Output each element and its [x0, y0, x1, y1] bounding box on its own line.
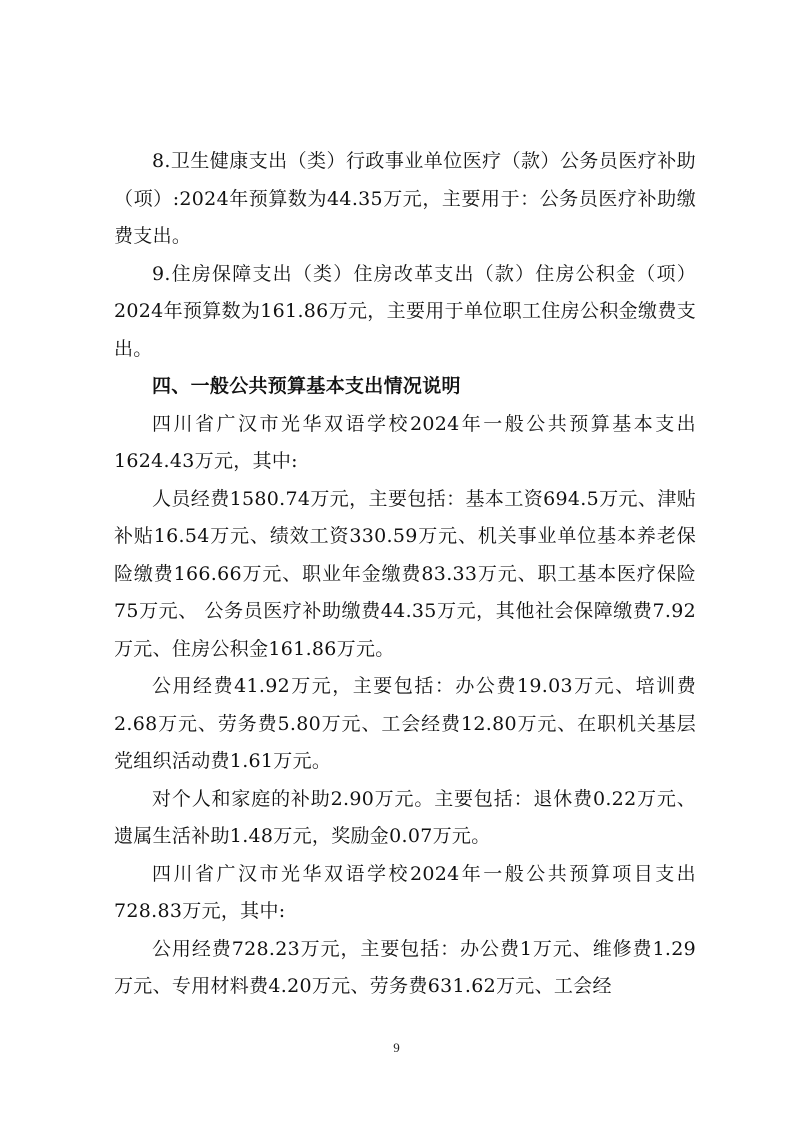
document-body [114, 143, 696, 1006]
paragraph-personal-subsidy: 对个人和家庭的补助2.90万元。主要包括：退休费0.22万元、遗属生活补助1.48万元，奖励金0.07万元。 [114, 787, 696, 847]
paragraph-project-public-expenses: 公用经费728.23万元，主要包括：办公费1万元、维修费1.29万元、专用材料费4.20万元、劳务费631.62万元、工会经 [114, 937, 696, 997]
section-heading: 四、一般公共预算基本支出情况说明 [152, 375, 461, 397]
page-number: 9 [393, 1040, 400, 1055]
paragraph-public-expenses: 公用经费41.92万元，主要包括：办公费19.03万元、培训费2.68万元、劳务费5.80万元、工会经费12.80万元、在职机关基层党组织活动费1.61万元。 [114, 675, 696, 772]
paragraph-basic-expenditure: 四川省广汉市光华双语学校2024年一般公共预算基本支出1624.43万元，其中: [114, 412, 696, 472]
paragraph-item-9: 9.住房保障支出（类）住房改革支出（款）住房公积金（项）2024年预算数为161.86万元，主要用于单位职工住房公积金缴费支出。 [114, 262, 696, 360]
paragraph-project-expenditure: 四川省广汉市光华双语学校2024年一般公共预算项目支出728.83万元，其中: [114, 862, 696, 922]
paragraph-personnel-expenses: 人员经费1580.74万元，主要包括：基本工资694.5万元、津贴补贴16.54万元、绩效工资330.59万元、机关事业单位基本养老保险缴费166.66万元、职业年金缴费83.33万元、职工基本医疗保险75万元、 公务员医疗补助缴费44.35万元，其他社会保障缴费7.92万元、住房公积金161.86万元。 [114, 487, 696, 660]
paragraph-item-8: 8.卫生健康支出（类）行政事业单位医疗（款）公务员医疗补助（项）:2024年预算数为44.35万元，主要用于：公务员医疗补助缴费支出。 [114, 150, 696, 247]
